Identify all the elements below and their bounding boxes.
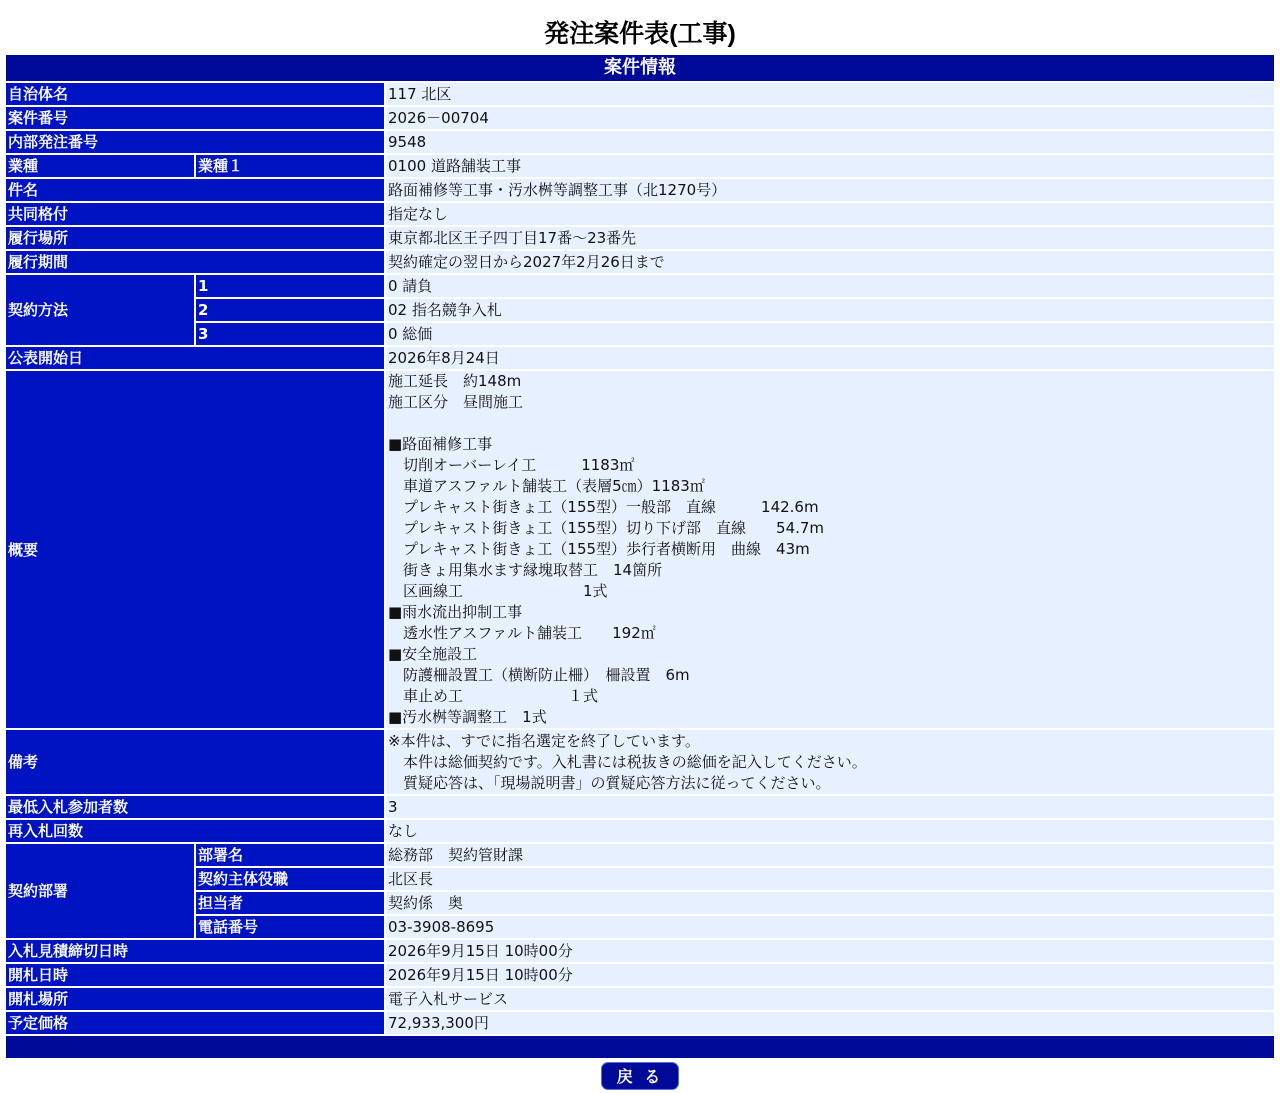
table-row	[6, 179, 1274, 203]
table-row	[6, 83, 1274, 107]
value-biko: ※本件は、すでに指名選定を終了しています。 本件は総価契約です。入札書には税抜きの総価を記入してください。 質疑応答は、「現場説明書」の質疑応答方法に従ってください。	[386, 730, 1274, 796]
label-naibu-no: 内部発注番号	[6, 131, 386, 155]
table-row	[6, 796, 1274, 820]
project-info-table	[6, 55, 1274, 1036]
table-row	[6, 251, 1274, 275]
value-kikan: 契約確定の翌日から2027年2月26日まで	[386, 251, 1274, 275]
footer-bar	[6, 1036, 1274, 1058]
table-row	[6, 844, 1274, 868]
table-row	[6, 988, 1274, 1012]
label-gaiyo: 概要	[6, 371, 386, 730]
sublabel-busho-name: 部署名	[196, 844, 386, 868]
value-keiyaku-2: 02 指名競争入札	[386, 299, 1274, 323]
table-row	[6, 730, 1274, 796]
table-row	[6, 1012, 1274, 1036]
label-kikan: 履行期間	[6, 251, 386, 275]
label-busho: 契約部署	[6, 844, 196, 940]
value-keiyaku-3: 0 総価	[386, 323, 1274, 347]
value-busho-tel: 03-3908-8695	[386, 916, 1274, 940]
sublabel-keiyaku-2: 2	[196, 299, 386, 323]
section-title: 案件情報	[6, 55, 1274, 83]
table-row	[6, 347, 1274, 371]
table-row	[6, 299, 1274, 323]
label-kohyo: 公表開始日	[6, 347, 386, 371]
sublabel-busho-role: 契約主体役職	[196, 868, 386, 892]
value-kaisatsu-place: 電子入札サービス	[386, 988, 1274, 1012]
value-keiyaku-1: 0 請負	[386, 275, 1274, 299]
table-row	[6, 131, 1274, 155]
table-row	[6, 964, 1274, 988]
label-kenmei: 件名	[6, 179, 386, 203]
value-anken-no: 2026－00704	[386, 107, 1274, 131]
value-jichitai: 117 北区	[386, 83, 1274, 107]
table-row	[6, 155, 1274, 179]
value-busho-role: 北区長	[386, 868, 1274, 892]
sublabel-busho-tanto: 担当者	[196, 892, 386, 916]
value-sainyusatsu: なし	[386, 820, 1274, 844]
table-row	[6, 275, 1274, 299]
sublabel-busho-tel: 電話番号	[196, 916, 386, 940]
label-kaisatsu-date: 開札日時	[6, 964, 386, 988]
value-kyodo: 指定なし	[386, 203, 1274, 227]
value-busho-name: 総務部 契約管財課	[386, 844, 1274, 868]
value-busho-tanto: 契約係 奥	[386, 892, 1274, 916]
label-anken-no: 案件番号	[6, 107, 386, 131]
table-row	[6, 371, 1274, 730]
value-saitei: 3	[386, 796, 1274, 820]
label-kaisatsu-place: 開札場所	[6, 988, 386, 1012]
label-yotei: 予定価格	[6, 1012, 386, 1036]
sublabel-keiyaku-1: 1	[196, 275, 386, 299]
section-header-row	[6, 55, 1274, 83]
label-sainyusatsu: 再入札回数	[6, 820, 386, 844]
table-row	[6, 868, 1274, 892]
label-biko: 備考	[6, 730, 386, 796]
label-saitei: 最低入札参加者数	[6, 796, 386, 820]
value-naibu-no: 9548	[386, 131, 1274, 155]
label-basho: 履行場所	[6, 227, 386, 251]
value-kenmei: 路面補修等工事・汚水桝等調整工事（北1270号）	[386, 179, 1274, 203]
table-row	[6, 107, 1274, 131]
value-yotei: 72,933,300円	[386, 1012, 1274, 1036]
value-gaiyo: 施工延長 約148m 施工区分 昼間施工 ■路面補修工事 切削オーバーレイ工 1183㎡ 車道アスファルト舗装工（表層5㎝）1183㎡ プレキャスト街きょ工（155型）一般部 直線 142.6m プレキャスト街きょ工（155型）切り下げ部 直線 54.7m プレキャスト街きょ工（155型）歩行者横断用 曲線 43m 街きょ用集水ます縁塊取替工 14箇所 区画線工 1式 ■雨水流出抑制工事 透水性アスファルト舗装工 192㎡ ■安全施設工 防護柵設置工（横断防止柵） 柵設置 6m 車止め工 １式 ■汚水桝等調整工 1式	[386, 371, 1274, 730]
value-shimekiri: 2026年9月15日 10時00分	[386, 940, 1274, 964]
value-gyoshu: 0100 道路舗装工事	[386, 155, 1274, 179]
sublabel-keiyaku-3: 3	[196, 323, 386, 347]
value-kaisatsu-date: 2026年9月15日 10時00分	[386, 964, 1274, 988]
label-shimekiri: 入札見積締切日時	[6, 940, 386, 964]
back-button[interactable]: 戻 る	[601, 1062, 679, 1090]
page-title: 発注案件表(工事)	[544, 20, 736, 48]
label-keiyaku: 契約方法	[6, 275, 196, 347]
label-gyoshu: 業種	[6, 155, 196, 179]
table-row	[6, 323, 1274, 347]
table-row	[6, 820, 1274, 844]
value-kohyo: 2026年8月24日	[386, 347, 1274, 371]
table-row	[6, 227, 1274, 251]
sublabel-gyoshu-1: 業種１	[196, 155, 386, 179]
table-row	[6, 940, 1274, 964]
label-jichitai: 自治体名	[6, 83, 386, 107]
table-row	[6, 892, 1274, 916]
table-row	[6, 203, 1274, 227]
label-kyodo: 共同格付	[6, 203, 386, 227]
value-basho: 東京都北区王子四丁目17番～23番先	[386, 227, 1274, 251]
table-row	[6, 916, 1274, 940]
